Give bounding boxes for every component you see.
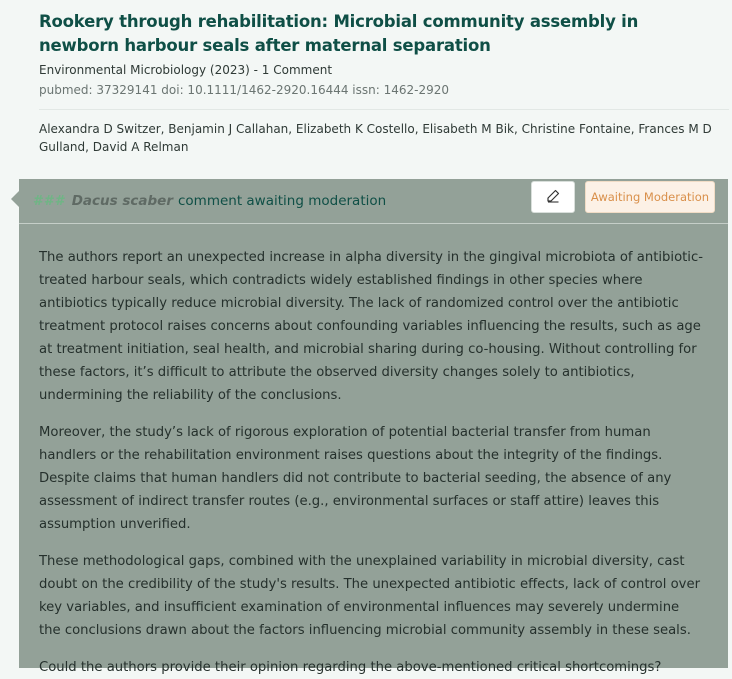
divider [39, 109, 729, 110]
comment-header [19, 179, 728, 224]
paper-journal-meta: Environmental Microbiology (2023) - 1 Comment [39, 63, 333, 77]
paper-header [0, 0, 732, 156]
paper-title[interactable]: Rookery through rehabilitation: Microbial community assembly in newborn harbour seals after maternal separation [39, 12, 639, 55]
edit-comment-button[interactable] [531, 181, 575, 213]
comment-paragraph: The authors report an unexpected increase in alpha diversity in the gingival microbiota of antibiotic-treated harbour seals, which contradicts widely established findings in other species where antibiotics typically reduce microbial diversity. The lack of randomized control over the antibiotic treatment protocol raises concerns about confounding variables influencing the results, such as age at treatment initiation, seal health, and microbial sharing during co-housing. Without controlling for these factors, it’s difficult to attribute the observed diversity changes solely to antibiotics, undermining the reliability of the conclusions. [39, 250, 703, 403]
comment-paragraph: Could the authors provide their opinion regarding the above-mentioned critical shortcomings? [39, 660, 662, 675]
comment-paragraph: These methodological gaps, combined with the unexplained variability in microbial diversity, cast doubt on the credibility of the study's results. The unexpected antibiotic effects, lack of control over key variables, and insufficient examination of environmental influences may severely undermine the conclusions drawn about the factors influencing microbial community assembly in these seals. [39, 554, 700, 638]
commenter-name[interactable]: Dacus scaber [71, 193, 173, 209]
comment-card [19, 179, 728, 675]
comment-status-text: comment awaiting moderation [177, 193, 387, 209]
pen-icon [546, 188, 560, 207]
comment-anchor-link[interactable]: ### [33, 193, 66, 209]
paper-identifiers: pubmed: 37329141 doi: 10.1111/1462-2920.16444 issn: 1462-2920 [39, 83, 450, 97]
moderation-status-badge: Awaiting Moderation [585, 181, 715, 213]
author-list: Alexandra D Switzer, Benjamin J Callahan, Elizabeth K Costello, Elisabeth M Bik, Christine Fontaine, Frances M D Gulland, David A Relman [39, 122, 712, 154]
comment-body [19, 224, 728, 679]
comment-paragraph: Moreover, the study’s lack of rigorous exploration of potential bacterial transfer from human handlers or the rehabilitation environment raises questions about the integrity of the findings. Despite claims that human handlers did not contribute to bacterial seeding, the absence of any assessment of indirect transfer routes (e.g., environmental surfaces or staff attire) leaves this assumption unverified. [39, 425, 672, 532]
